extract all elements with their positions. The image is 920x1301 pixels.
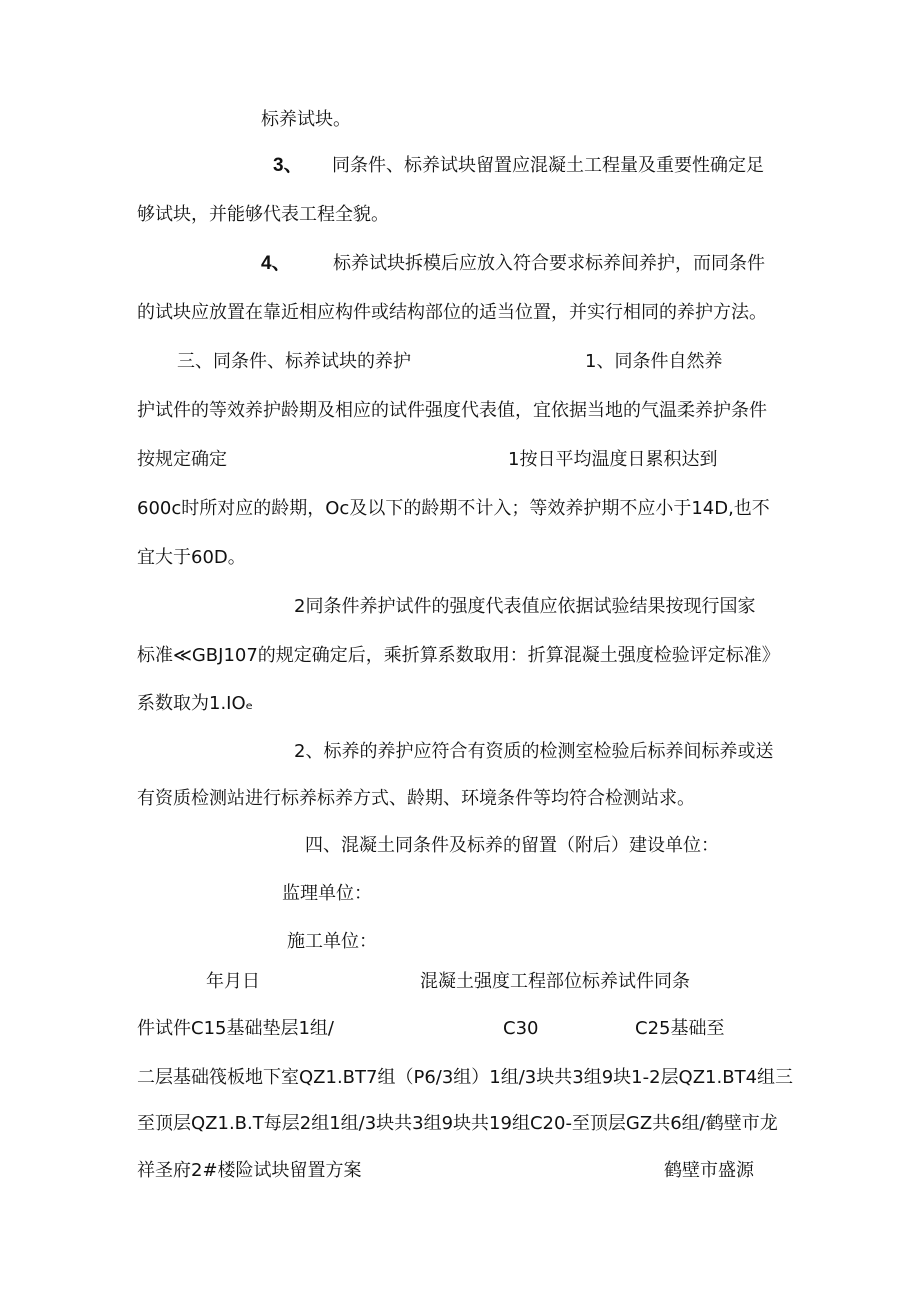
text-line-6b: 1、同条件自然养	[585, 351, 723, 372]
text-line-13: 系数取为1.IOₑ	[137, 693, 254, 714]
table-text-1c: C25基础至	[635, 1018, 725, 1039]
text-line-7: 护试件的等效养护龄期及相应的试件强度代表值，宜依据当地的气温柔养护条件	[137, 400, 767, 421]
construction-unit-label: 施工单位：	[287, 931, 377, 952]
item-number-3: 3、	[273, 155, 303, 176]
text-line-14: 2、标养的养护应符合有资质的检测室检验后标养间标养或送	[294, 741, 774, 762]
text-line-10: 宜大于60D。	[137, 547, 246, 568]
text-line-2: 同条件、标养试块留置应混凝土工程量及重要性确定足	[332, 155, 764, 176]
text-line-1: 标养试块。	[261, 109, 351, 130]
text-line-9: 600c时所对应的龄期，Oc及以下的龄期不计入；等效养护期不应小于14D,也不	[137, 498, 770, 519]
text-line-4: 标养试块拆模后应放入符合要求标养间养护，而同条件	[333, 253, 765, 274]
table-text-4a: 祥圣府2#楼险试块留置方案	[137, 1160, 362, 1181]
text-line-15: 有资质检测站进行标养标养方式、龄期、环境条件等均符合检测站求。	[137, 788, 695, 809]
section-heading-4: 四、混凝土同条件及标养的留置（附后）建设单位：	[305, 835, 719, 856]
table-text-4b: 鹤壁市盛源	[664, 1160, 754, 1181]
text-line-3: 够试块，并能够代表工程全貌。	[137, 204, 389, 225]
text-line-8a: 按规定确定	[137, 449, 227, 470]
table-text-1b: C30	[503, 1018, 539, 1039]
table-header-text: 混凝土强度工程部位标养试件同条	[420, 971, 690, 992]
text-line-5: 的试块应放置在靠近相应构件或结构部位的适当位置，并实行相同的养护方法。	[137, 302, 767, 323]
supervision-unit-label: 监理单位：	[282, 883, 372, 904]
text-line-12: 标准≪GBJ107的规定确定后，乘折算系数取用：折算混凝土强度检验评定标准》	[137, 645, 780, 666]
date-label: 年月日	[206, 971, 260, 992]
text-line-8b: 1按日平均温度日累积达到	[508, 449, 718, 470]
table-text-2: 二层基础筏板地下室QZ1.BT7组（P6/3组）1组/3块共3组9块1-2层QZ1.BT4组三	[137, 1067, 794, 1088]
item-number-4: 4、	[261, 253, 291, 274]
table-text-1a: 件试件C15基础垫层1组/	[137, 1018, 334, 1039]
section-heading-3: 三、同条件、标养试块的养护	[177, 351, 411, 372]
table-text-3: 至顶层QZ1.B.T每层2组1组/3块共3组9块共19组C20-至顶层GZ共6组/鹤壁市龙	[137, 1113, 778, 1134]
text-line-11: 2同条件养护试件的强度代表值应依据试验结果按现行国家	[294, 596, 756, 617]
